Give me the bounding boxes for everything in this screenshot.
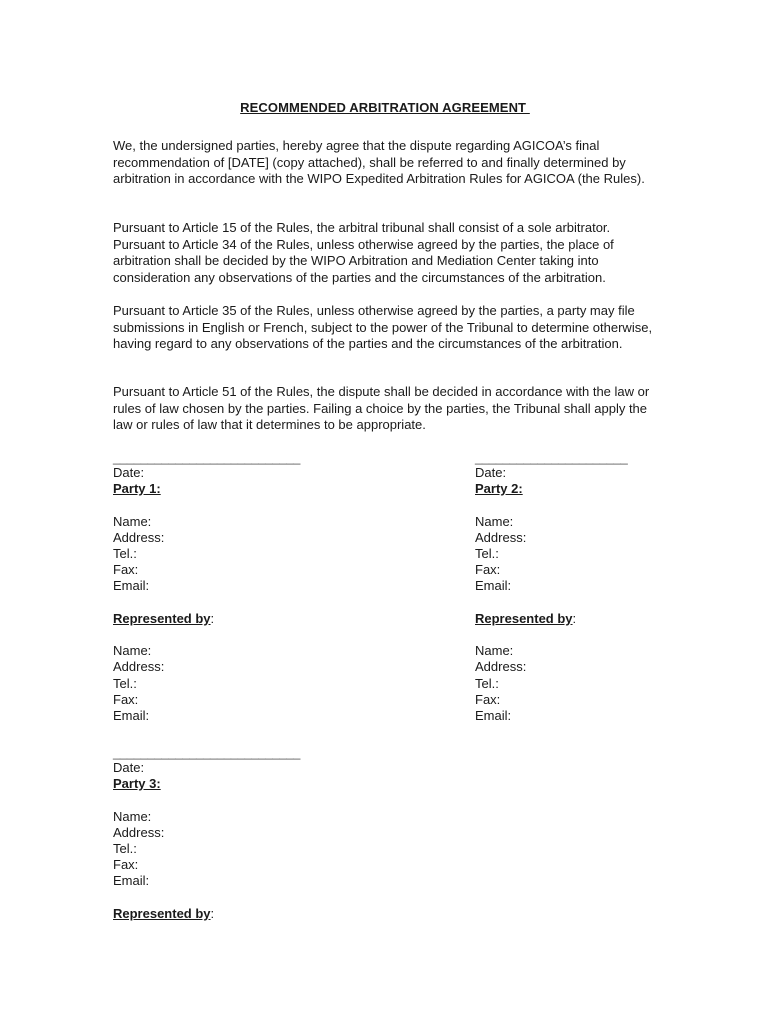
fax-label: Fax: [475,562,501,578]
document-title: RECOMMENDED ARBITRATION AGREEMENT [240,100,530,115]
fax-label: Fax: [113,691,139,707]
party-2-label: Party 2: [475,481,523,497]
paragraph-article-35: Pursuant to Article 35 of the Rules, unless otherwise agreed by the parties, a party may file submissions in English or French, subject to the power of the Tribunal to determine otherwise, having regard to any observations of the parties and the circumstances of the arbitration. [113,303,653,351]
address-label: Address: [475,529,527,545]
address-label: Address: [475,659,527,675]
date-label: Date: [475,465,507,480]
paragraph-article-51: Pursuant to Article 51 of the Rules, the dispute shall be decided in accordance with the law or rules of law chosen by the parties. Failing a choice by the parties, the Tribunal shall apply the law or rules of law that it determines to be appropriate. [113,384,650,432]
email-label: Email: [475,578,512,594]
party-1-block [113,465,214,724]
tel-label: Tel.: [113,675,137,691]
signature-line-party-3: ___________________________ [113,745,301,760]
name-label: Name: [475,513,514,529]
address-label: Address: [113,659,165,675]
party-3-label: Party 3: [113,776,161,792]
name-label: Name: [113,808,152,824]
party-1-label: Party 1: [113,481,161,497]
address-label: Address: [113,529,165,545]
email-label: Email: [113,708,150,723]
signature-line-party-2: ______________________ [475,450,628,465]
email-label: Email: [475,708,512,723]
date-label: Date: [113,760,145,775]
date-label: Date: [113,465,145,480]
paragraph-article-15-34: Pursuant to Article 15 of the Rules, the arbitral tribunal shall consist of a sole arbitrator. Pursuant to Article 34 of the Rules, unless otherwise agreed by the parties, the place of arbitration shall be decided by the WIPO Arbitration and Mediation Center taking into consideration any observations of the parties and the circumstances of the arbitration. [113,220,614,285]
party-3-block [113,760,214,922]
paragraph-agreement: We, the undersigned parties, hereby agree that the dispute regarding AGICOA’s final recommendation of [DATE] (copy attached), shall be referred to and finally determined by arbitration in accordance with the WIPO Expedited Arbitration Rules for AGICOA (the Rules). [113,138,645,186]
tel-label: Tel.: [475,546,499,561]
fax-label: Fax: [113,857,139,873]
fax-label: Fax: [113,562,139,578]
name-label: Name: [113,643,152,659]
party-2-block [475,465,576,724]
signature-line-party-1: ___________________________ [113,450,301,465]
represented-by-label: Represented by: [475,610,577,626]
email-label: Email: [113,578,150,594]
name-label: Name: [113,513,152,529]
email-label: Email: [113,873,150,889]
represented-by-label: Represented by: [113,610,215,626]
tel-label: Tel.: [113,546,137,561]
tel-label: Tel.: [475,675,499,691]
represented-by-label: Represented by: [113,905,215,921]
tel-label: Tel.: [113,841,137,856]
fax-label: Fax: [475,691,501,707]
address-label: Address: [113,824,165,840]
name-label: Name: [475,643,514,659]
